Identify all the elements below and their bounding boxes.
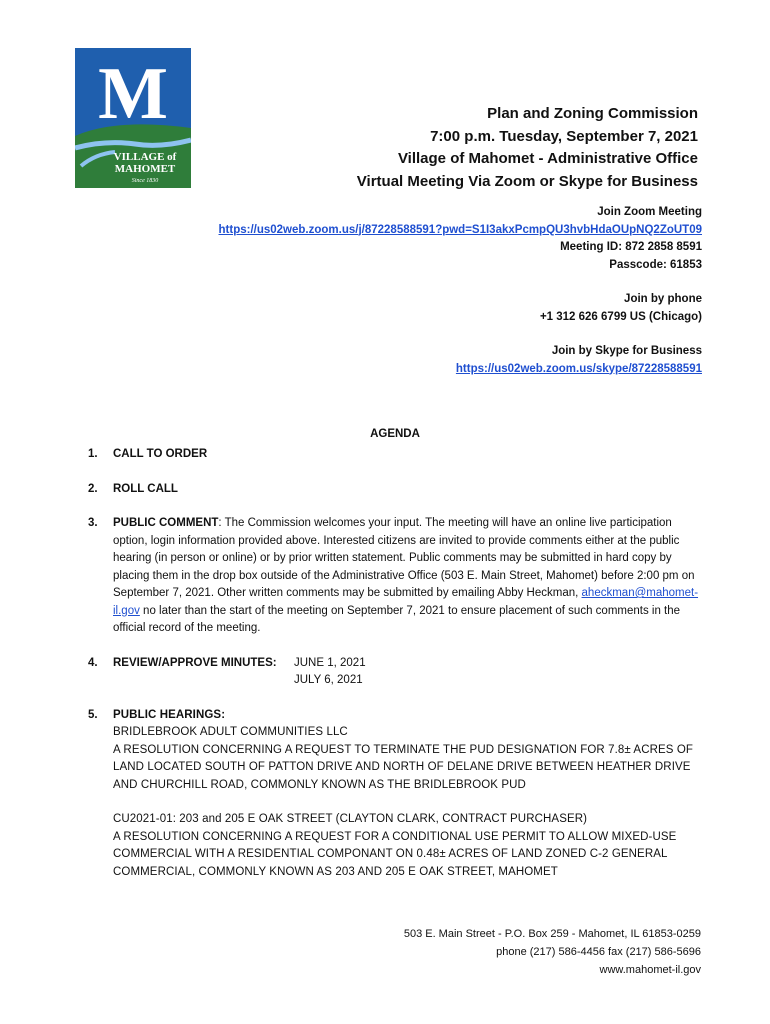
footer-phone: phone (217) 586-4456 fax (217) 586-5696 xyxy=(496,946,701,958)
item-title: REVIEW/APPROVE MINUTES: xyxy=(113,656,277,669)
item-title: PUBLIC HEARINGS: xyxy=(113,708,226,721)
item-number: 1. xyxy=(88,448,98,460)
virtual-meeting-note: Virtual Meeting Via Zoom or Skype for Business xyxy=(356,172,698,190)
email-link[interactable]: aheckman@mahomet-il.gov xyxy=(113,587,699,617)
item-title: ROLL CALL xyxy=(113,482,178,495)
item-number: 4. xyxy=(88,656,98,669)
meeting-info xyxy=(219,204,702,378)
agenda-item-roll-call xyxy=(88,481,708,499)
item-title: PUBLIC COMMENT xyxy=(113,517,219,529)
agenda-title: AGENDA xyxy=(370,428,420,440)
minutes-date: JUNE 1, 2021 xyxy=(294,656,366,669)
logo-line1: VILLAGE of xyxy=(113,151,177,163)
meeting-location: Village of Mahomet - Administrative Office xyxy=(397,150,698,167)
item-title: CALL TO ORDER xyxy=(113,448,208,460)
passcode: Passcode: 61853 xyxy=(609,258,702,271)
skype-link[interactable]: https://us02web.zoom.us/skype/87228588591 xyxy=(455,362,702,375)
meeting-datetime: 7:00 p.m. Tuesday, September 7, 2021 xyxy=(430,127,698,145)
hearing-1-text: A RESOLUTION CONCERNING A REQUEST TO TERMINATE THE PUD DESIGNATION FOR 7.8± ACRES OF LAND LOCATED SOUTH OF PATTON DRIVE AND NORTH OF DELANE DRIVE BETWEEN HEATHER DRIVE AND CHURCHILL ROAD, COMMONLY KNOWN AS THE BRIDLEBROOK PUD xyxy=(113,743,694,791)
footer xyxy=(404,925,701,979)
logo-since: Since 1830 xyxy=(131,178,159,184)
hearing-2-name: CU2021-01: 203 and 205 E OAK STREET (CLAYTON CLARK, CONTRACT PURCHASER) xyxy=(113,813,588,825)
logo-letter: M xyxy=(98,53,168,135)
logo-line2: MAHOMET xyxy=(114,163,176,175)
skype-label: Join by Skype for Business xyxy=(551,345,702,357)
footer-website[interactable]: www.mahomet-il.gov xyxy=(599,964,701,976)
hearing-1-name: BRIDLEBROOK ADULT COMMUNITIES LLC xyxy=(113,726,348,738)
agenda-item-public-hearings xyxy=(88,707,708,882)
commission-title: Plan and Zoning Commission xyxy=(487,105,698,122)
agenda-item-minutes xyxy=(88,655,708,690)
footer-address: 503 E. Main Street - P.O. Box 259 - Mahomet, IL 61853-0259 xyxy=(403,928,701,940)
public-comment-text xyxy=(113,515,708,638)
village-logo xyxy=(75,48,191,188)
phone-number: +1 312 626 6799 US (Chicago) xyxy=(539,310,702,323)
item-number: 3. xyxy=(88,517,98,529)
minutes-date: JULY 6, 2021 xyxy=(294,674,363,686)
hearing-2-text: A RESOLUTION CONCERNING A REQUEST FOR A CONDITIONAL USE PERMIT TO ALLOW MIXED-USE COMMERCIAL WITH A RESIDENTIAL COMPONANT ON 0.48± ACRES OF LAND ZONED C-2 GENERAL COMMERCIAL, COMMONLY KNOWN AS 203 AND 205 E OAK STREET, MAHOMET xyxy=(113,830,677,878)
phone-label: Join by phone xyxy=(624,293,702,305)
agenda-item-public-comment xyxy=(88,515,708,638)
item-number: 2. xyxy=(88,482,98,495)
agenda-list xyxy=(88,446,708,898)
comment-text-before: : The Commission welcomes your input. The meeting will have an online live participation option, login information provided above. Interested citizens are invited to provide comments either at the public hearing (in person or online) or by prior written statement. Public comments may be submitted in hard copy by placing them in the drop box outside of the Administrative Office (503 E. Main Street, Mahomet) before 2:00 pm on September 7, 2021. Other written comments may be submitted by emailing Abby Heckman, xyxy=(113,517,695,599)
meeting-id: Meeting ID: 872 2858 8591 xyxy=(560,241,702,253)
agenda-item-call-to-order xyxy=(88,446,708,464)
zoom-link[interactable]: https://us02web.zoom.us/j/87228588591?pwd=S1I3akxPcmpQU3hvbHdaOUpNQ2ZoUT09 xyxy=(218,223,702,236)
comment-text-after: no later than the start of the meeting on September 7, 2021 to ensure placement of such comments in the official record of the meeting. xyxy=(113,604,681,634)
item-number: 5. xyxy=(88,708,98,721)
zoom-label: Join Zoom Meeting xyxy=(597,206,702,218)
header xyxy=(357,103,698,193)
